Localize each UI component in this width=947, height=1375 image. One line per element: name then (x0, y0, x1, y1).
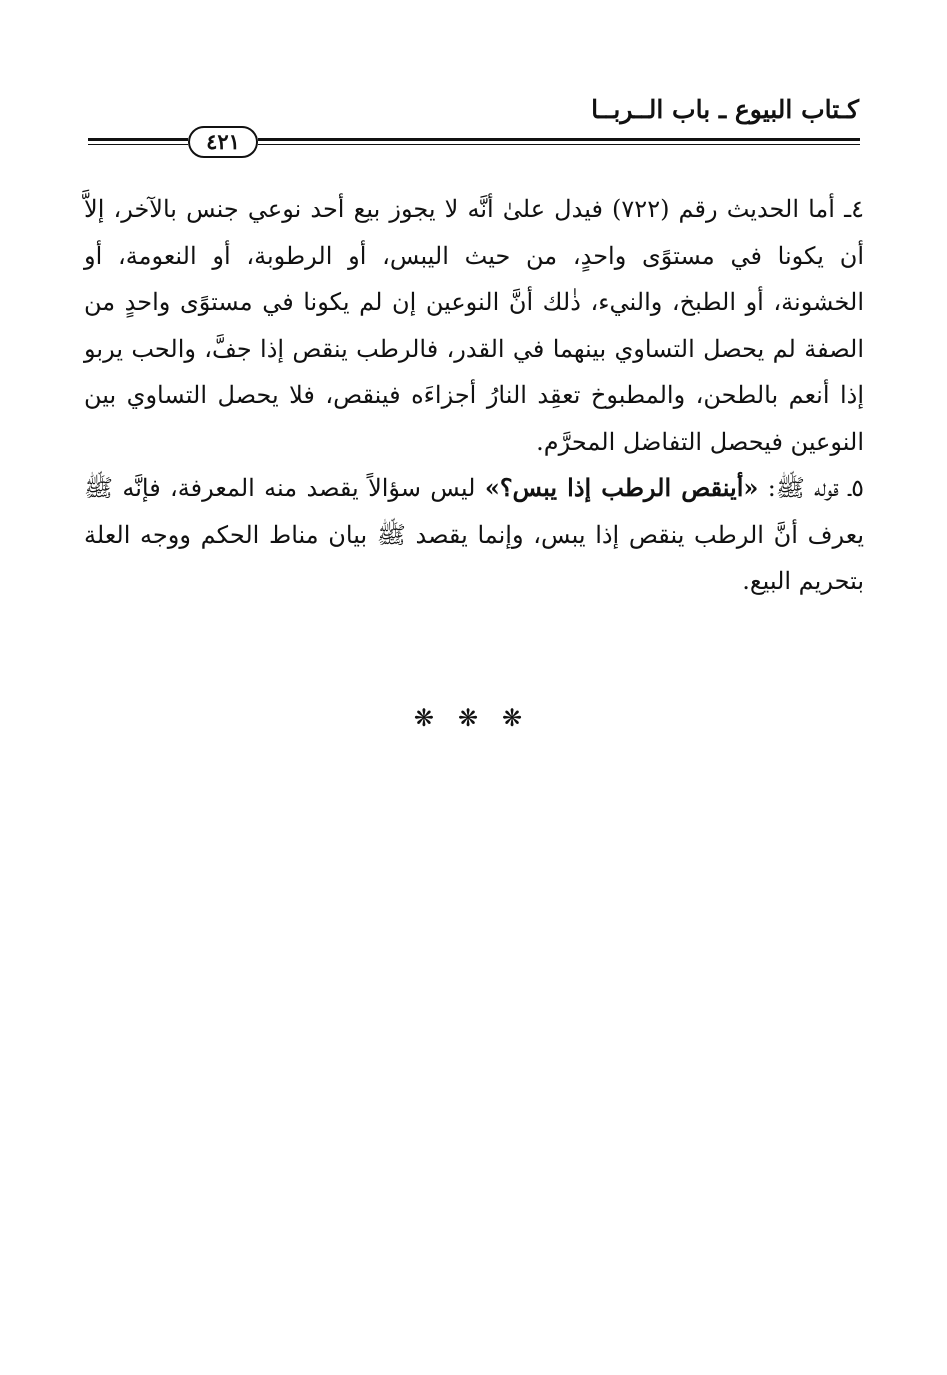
header-rule-thick-line (88, 138, 188, 141)
body-text (84, 186, 864, 605)
header-rule-thick-line (258, 138, 860, 141)
paragraph-item-4 (84, 186, 864, 465)
paragraph-item-5 (84, 465, 864, 605)
header-rule-right (258, 138, 860, 148)
section-end-ornament: ❋❋❋ (413, 704, 547, 732)
paragraph-text: أما الحديث رقم (٧٢٢) فيدل علىٰ أنَّه لا يجوز بيع أحد نوعي جنس بالآخر، إلاَّ أن يكونا في مستوًى واحدٍ، من حيث اليبس، أو الرطوبة، أو النعومة، أو الخشونة، أو الطبخ، والنيء، ذٰلك أنَّ النوعين إن لم يكونا في مستوًى واحدٍ من الصفة لم يحصل التساوي بينهما في القدر، فالرطب ينقص إذا جفَّ، والحب يربو إذا أنعم بالطحن، والمطبوخ تعقِد النارُ أجزاءَه فينقص، فلا يحصل التساوي بين النوعين فيحصل التفاضل المحرَّم. (84, 195, 864, 456)
item-number: ٤ـ (834, 195, 865, 223)
item-number: ٥ـ (838, 474, 864, 502)
page-number: ٤٢١ (188, 126, 258, 158)
paragraph-text: ليس سؤالاً يقصد منه المعرفة، فإنَّه ﷺ يعرف أنَّ الرطب ينقص إذا يبس، وإنما يقصد ﷺ بيان مناط الحكم ووجه العلة بتحريم البيع. (84, 474, 864, 595)
paragraph-lead: قوله ﷺ: (758, 474, 839, 502)
hadith-quote: «أينقص الرطب إذا يبس؟» (484, 473, 759, 502)
header-rule-thin-line (88, 144, 188, 145)
header-rule-left (88, 138, 188, 148)
header-rule-thin-line (258, 144, 860, 145)
running-title: كـتاب البيوع ـ باب الــربــا (591, 95, 859, 124)
